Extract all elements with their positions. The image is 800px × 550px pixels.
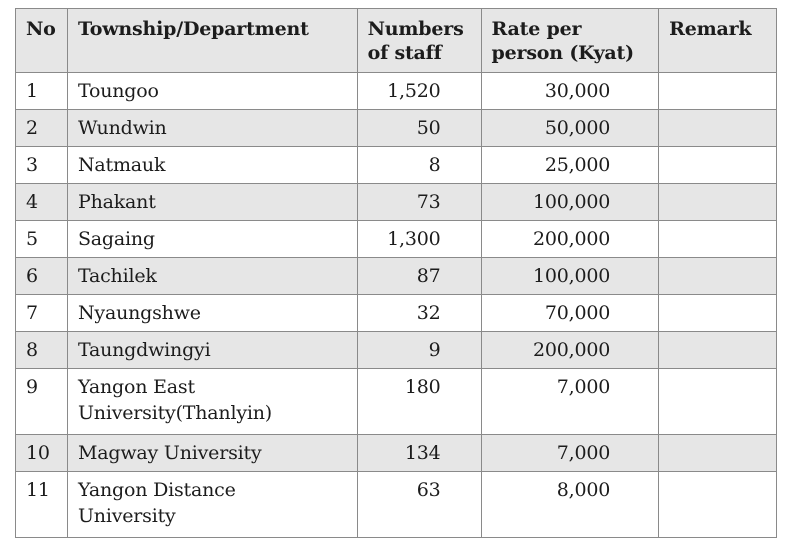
table-row <box>16 472 777 538</box>
table-row <box>16 184 777 221</box>
cell-name <box>67 369 357 435</box>
cell-name: Nyaungshwe <box>67 295 357 332</box>
cell-remark <box>659 472 777 538</box>
cell-remark <box>659 73 777 110</box>
cell-remark <box>659 369 777 435</box>
table-row <box>16 369 777 435</box>
cell-rate: 100,000 <box>481 258 659 295</box>
header-township-department: Township/Department <box>67 9 357 73</box>
cell-no: 3 <box>16 147 68 184</box>
cell-staff: 1,300 <box>357 221 481 258</box>
cell-name: Toungoo <box>67 73 357 110</box>
cell-staff: 1,520 <box>357 73 481 110</box>
cell-rate: 25,000 <box>481 147 659 184</box>
cell-name-line2: University(Thanlyin) <box>77 402 272 424</box>
table-row <box>16 435 777 472</box>
cell-staff: 8 <box>357 147 481 184</box>
cell-rate: 30,000 <box>481 73 659 110</box>
cell-no: 9 <box>16 369 68 435</box>
table-row <box>16 221 777 258</box>
cell-remark <box>659 258 777 295</box>
table-row <box>16 73 777 110</box>
cell-rate: 50,000 <box>481 110 659 147</box>
cell-name: Taungdwingyi <box>67 332 357 369</box>
cell-name: Magway University <box>67 435 357 472</box>
table-row <box>16 332 777 369</box>
cell-rate: 200,000 <box>481 221 659 258</box>
cell-no: 8 <box>16 332 68 369</box>
cell-staff: 32 <box>357 295 481 332</box>
cell-remark <box>659 184 777 221</box>
cell-staff: 63 <box>357 472 481 538</box>
cell-remark <box>659 147 777 184</box>
cell-name: Tachilek <box>67 258 357 295</box>
cell-rate: 8,000 <box>481 472 659 538</box>
table-row <box>16 258 777 295</box>
cell-no: 7 <box>16 295 68 332</box>
cell-name <box>67 472 357 538</box>
cell-rate: 7,000 <box>481 435 659 472</box>
cell-name: Natmauk <box>67 147 357 184</box>
cell-staff: 87 <box>357 258 481 295</box>
cell-name: Phakant <box>67 184 357 221</box>
cell-staff: 50 <box>357 110 481 147</box>
cell-staff: 134 <box>357 435 481 472</box>
cell-name: Sagaing <box>67 221 357 258</box>
table-header-row <box>16 9 777 73</box>
cell-staff: 73 <box>357 184 481 221</box>
cell-remark <box>659 221 777 258</box>
cell-no: 4 <box>16 184 68 221</box>
header-remark: Remark <box>659 9 777 73</box>
cell-no: 2 <box>16 110 68 147</box>
cell-rate: 7,000 <box>481 369 659 435</box>
cell-name-line2: University <box>77 505 176 527</box>
header-numbers-of-staff: Numbers of staff <box>357 9 481 73</box>
staff-rate-table <box>15 8 777 538</box>
cell-remark <box>659 435 777 472</box>
cell-name-line1: Yangon East <box>77 376 195 398</box>
table-row <box>16 147 777 184</box>
header-no: No <box>16 9 68 73</box>
cell-name-line1: Yangon Distance <box>77 479 236 501</box>
cell-remark <box>659 110 777 147</box>
cell-no: 1 <box>16 73 68 110</box>
cell-rate: 100,000 <box>481 184 659 221</box>
cell-no: 6 <box>16 258 68 295</box>
cell-no: 10 <box>16 435 68 472</box>
cell-no: 5 <box>16 221 68 258</box>
cell-rate: 200,000 <box>481 332 659 369</box>
cell-rate: 70,000 <box>481 295 659 332</box>
table-row <box>16 295 777 332</box>
cell-staff: 180 <box>357 369 481 435</box>
cell-no: 11 <box>16 472 68 538</box>
cell-staff: 9 <box>357 332 481 369</box>
table-row <box>16 110 777 147</box>
cell-remark <box>659 332 777 369</box>
cell-name: Wundwin <box>67 110 357 147</box>
cell-remark <box>659 295 777 332</box>
header-rate-per-person: Rate per person (Kyat) <box>481 9 659 73</box>
